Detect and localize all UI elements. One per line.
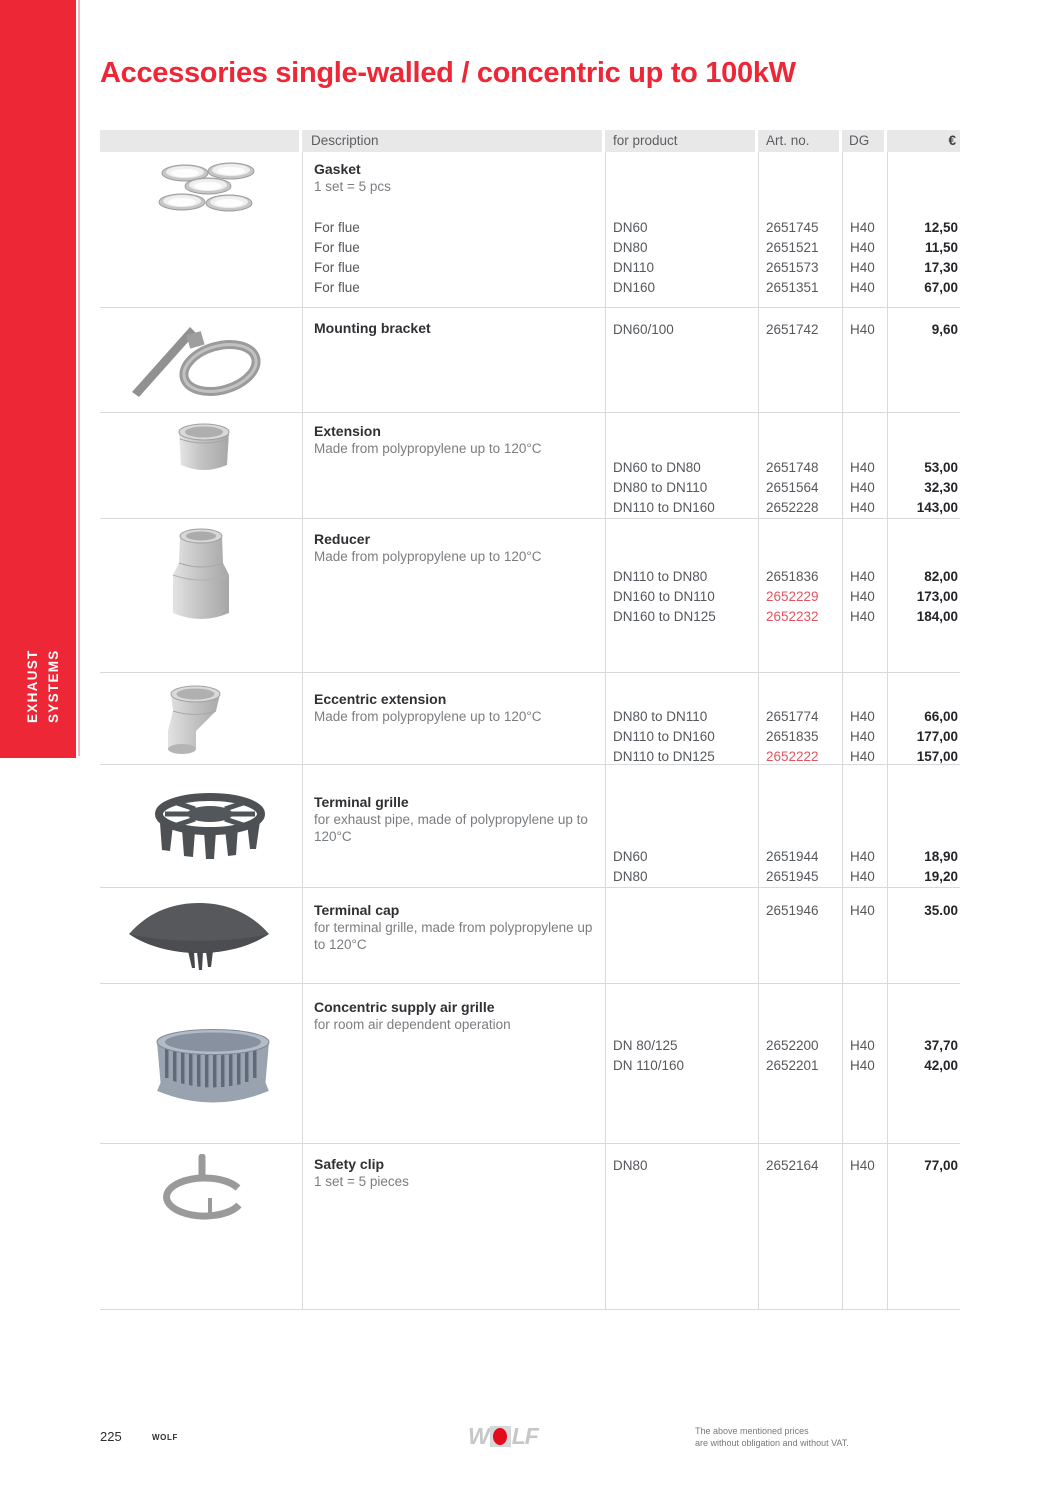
terminal-cap-illustration: [126, 898, 272, 975]
item-product: [605, 901, 758, 921]
table-header-description: Description: [302, 130, 602, 152]
item-row: [302, 498, 960, 518]
item-price: 19,20: [924, 869, 958, 884]
item-label: [302, 747, 605, 767]
item-dg: H40: [850, 460, 875, 475]
item-price: 173,00: [916, 589, 958, 604]
item-row: [302, 847, 960, 867]
group-title: Terminal cap: [314, 902, 400, 918]
group-subtitle: Made from polypropylene up to 120°C: [314, 549, 542, 564]
item-price: 35.00: [924, 903, 958, 918]
item-label: [302, 458, 605, 478]
item-dg: H40: [850, 589, 875, 604]
product-group-gasket: [100, 152, 960, 308]
item-dg: H40: [850, 729, 875, 744]
item-label: [302, 567, 605, 587]
item-row: [302, 607, 960, 627]
item-dg: H40: [850, 220, 875, 235]
product-group-reducer: [100, 519, 960, 673]
item-price: 143,00: [916, 500, 958, 515]
item-product: DN160 to DN110: [613, 589, 715, 604]
item-row: [302, 901, 960, 921]
item-label: For flue: [314, 220, 360, 235]
item-art-no: 2652232: [766, 609, 819, 624]
group-subtitle: for exhaust pipe, made of polypropylene up to 120°C: [314, 812, 588, 844]
item-row: [302, 278, 960, 298]
sidebar-red-band-edge: [78, 0, 80, 756]
wolf-logo-w: W: [468, 1422, 489, 1449]
table-header-dg: DG: [842, 130, 884, 152]
item-label: [302, 1056, 605, 1076]
extension-illustration: [176, 423, 232, 478]
group-title: Gasket: [314, 161, 361, 177]
item-price: 66,00: [924, 709, 958, 724]
item-dg: H40: [850, 569, 875, 584]
item-art-no: 2652229: [766, 589, 819, 604]
page-title: Accessories single-walled / concentric up to 100kW: [100, 57, 796, 89]
item-label: [302, 498, 605, 518]
item-product: DN110: [613, 260, 655, 275]
footer-note-line1: The above mentioned prices: [695, 1426, 809, 1436]
wolf-logo-o-box: [490, 1426, 511, 1447]
group-title: Reducer: [314, 531, 371, 547]
item-dg: H40: [850, 709, 875, 724]
item-label: [302, 587, 605, 607]
item-price: 17,30: [924, 260, 958, 275]
item-art-no: 2651745: [766, 220, 819, 235]
item-product: DN60: [613, 849, 648, 864]
wolf-logo-dot-icon: [493, 1428, 507, 1445]
item-product: DN80 to DN110: [613, 480, 708, 495]
item-label: [302, 707, 605, 727]
group-subtitle: 1 set = 5 pcs: [314, 179, 391, 194]
item-price: 37,70: [924, 1038, 958, 1053]
eccentric-extension-illustration: [156, 685, 232, 764]
item-price: 11,50: [924, 240, 958, 255]
wolf-logo-lf: LF: [511, 1422, 538, 1449]
item-row: [302, 218, 960, 238]
item-dg: H40: [850, 1038, 875, 1053]
item-label: [302, 901, 605, 921]
item-row: [302, 320, 960, 340]
item-row: [302, 1036, 960, 1056]
group-title: Mounting bracket: [314, 320, 431, 336]
item-art-no: 2651748: [766, 460, 819, 475]
item-art-no: 2651351: [766, 280, 819, 295]
item-product: DN110 to DN160: [613, 500, 715, 515]
item-art-no: 2652164: [766, 1158, 819, 1173]
gasket-illustration: [158, 161, 258, 218]
product-group-concentric-supply-air-grille: [100, 984, 960, 1144]
item-product: DN110 to DN160: [613, 729, 715, 744]
item-art-no: 2651573: [766, 260, 819, 275]
item-product: DN80 to DN110: [613, 709, 708, 724]
item-product: DN110 to DN80: [613, 569, 708, 584]
mounting-bracket-illustration: [132, 316, 267, 413]
item-dg: H40: [850, 903, 875, 918]
item-price: 12,50: [924, 220, 958, 235]
item-dg: H40: [850, 500, 875, 515]
footer-page-number: 225: [100, 1429, 122, 1444]
item-dg: H40: [850, 322, 875, 337]
item-row: [302, 707, 960, 727]
item-row: [302, 238, 960, 258]
table-header-art-no: Art. no.: [758, 130, 839, 152]
item-art-no: 2652228: [766, 500, 819, 515]
item-price: 184,00: [916, 609, 958, 624]
item-price: 157,00: [916, 749, 958, 764]
item-price: 42,00: [924, 1058, 958, 1073]
footer-brand-text: WOLF: [152, 1433, 178, 1442]
group-title: Safety clip: [314, 1156, 385, 1172]
product-group-eccentric-extension: [100, 673, 960, 765]
item-product: DN60 to DN80: [613, 460, 701, 475]
product-group-extension: [100, 413, 960, 519]
group-subtitle: Made from polypropylene up to 120°C: [314, 709, 542, 724]
item-row: [302, 1156, 960, 1176]
product-group-safety-clip: [100, 1144, 960, 1310]
item-price: 77,00: [924, 1158, 958, 1173]
safety-clip-illustration: [158, 1154, 248, 1225]
item-dg: H40: [850, 849, 875, 864]
item-product: DN60/100: [613, 322, 674, 337]
item-row: [302, 727, 960, 747]
sidebar-label-line1: EXHAUST: [25, 649, 40, 723]
item-label: [302, 847, 605, 867]
group-title: Extension: [314, 423, 381, 439]
table-header-for-product: for product: [605, 130, 755, 152]
item-art-no: 2651835: [766, 729, 819, 744]
product-group-mounting-bracket: [100, 308, 960, 413]
reducer-illustration: [163, 527, 239, 632]
item-row: [302, 258, 960, 278]
group-subtitle: Made from polypropylene up to 120°C: [314, 441, 542, 456]
item-label: [302, 1036, 605, 1056]
item-product: DN60: [613, 220, 648, 235]
item-art-no: 2651742: [766, 322, 819, 337]
item-row: [302, 478, 960, 498]
item-product: DN110 to DN125: [613, 749, 715, 764]
group-title: Terminal grille: [314, 794, 409, 810]
item-label: For flue: [314, 260, 360, 275]
item-art-no: 2651946: [766, 903, 819, 918]
item-dg: H40: [850, 749, 875, 764]
item-label: [302, 607, 605, 627]
item-dg: H40: [850, 1158, 875, 1173]
product-group-terminal-grille: [100, 765, 960, 888]
item-row: [302, 1056, 960, 1076]
item-product: DN80: [613, 869, 648, 884]
item-dg: H40: [850, 260, 875, 275]
terminal-grille-illustration: [152, 787, 268, 868]
item-dg: H40: [850, 609, 875, 624]
product-group-terminal-cap: [100, 888, 960, 984]
item-price: 177,00: [916, 729, 958, 744]
item-dg: H40: [850, 280, 875, 295]
item-dg: H40: [850, 240, 875, 255]
group-title: Eccentric extension: [314, 691, 447, 707]
footer-note-line2: are without obligation and without VAT.: [695, 1437, 849, 1448]
item-art-no: 2651836: [766, 569, 819, 584]
item-product: DN 110/160: [613, 1058, 685, 1073]
item-price: 18,90: [924, 849, 958, 864]
item-product: DN80: [613, 240, 648, 255]
footer-note: [695, 1426, 849, 1449]
item-row: [302, 867, 960, 887]
item-label: [302, 727, 605, 747]
item-label: [302, 478, 605, 498]
item-label: [302, 320, 605, 340]
item-art-no: 2651564: [766, 480, 819, 495]
item-label: [302, 867, 605, 887]
sidebar-label-line2: SYSTEMS: [46, 649, 61, 723]
group-subtitle: for terminal grille, made from polypropylene up to 120°C: [314, 920, 593, 952]
table-header-row: [100, 130, 960, 152]
group-title: Concentric supply air grille: [314, 999, 495, 1015]
item-product: DN160: [613, 280, 656, 295]
accessories-table: [100, 130, 960, 1310]
table-body: [100, 152, 960, 1310]
item-label: [302, 1156, 605, 1176]
item-price: 82,00: [924, 569, 958, 584]
table-header-currency: €: [887, 130, 960, 152]
item-product: DN 80/125: [613, 1038, 678, 1053]
item-art-no: 2651521: [766, 240, 819, 255]
sidebar-section-label: [22, 623, 66, 723]
item-price: 53,00: [924, 460, 958, 475]
item-label: For flue: [314, 240, 360, 255]
item-row: [302, 567, 960, 587]
item-price: 67,00: [924, 280, 958, 295]
item-row: [302, 458, 960, 478]
table-header-image-col: [100, 130, 299, 152]
group-subtitle: 1 set = 5 pieces: [314, 1174, 409, 1189]
item-product: DN80: [613, 1158, 648, 1173]
wolf-logo: [468, 1423, 538, 1449]
item-dg: H40: [850, 1058, 875, 1073]
item-label: For flue: [314, 280, 360, 295]
item-dg: H40: [850, 480, 875, 495]
concentric-supply-air-grille-illustration: [152, 1028, 274, 1113]
item-row: [302, 587, 960, 607]
item-dg: H40: [850, 869, 875, 884]
item-art-no: 2651774: [766, 709, 819, 724]
group-subtitle: for room air dependent operation: [314, 1017, 511, 1032]
item-art-no: 2652222: [766, 749, 819, 764]
item-art-no: 2651944: [766, 849, 819, 864]
item-art-no: 2652200: [766, 1038, 819, 1053]
item-art-no: 2651945: [766, 869, 819, 884]
item-row: [302, 747, 960, 767]
item-price: 32,30: [924, 480, 958, 495]
item-art-no: 2652201: [766, 1058, 819, 1073]
item-product: DN160 to DN125: [613, 609, 716, 624]
item-price: 9,60: [931, 322, 958, 337]
